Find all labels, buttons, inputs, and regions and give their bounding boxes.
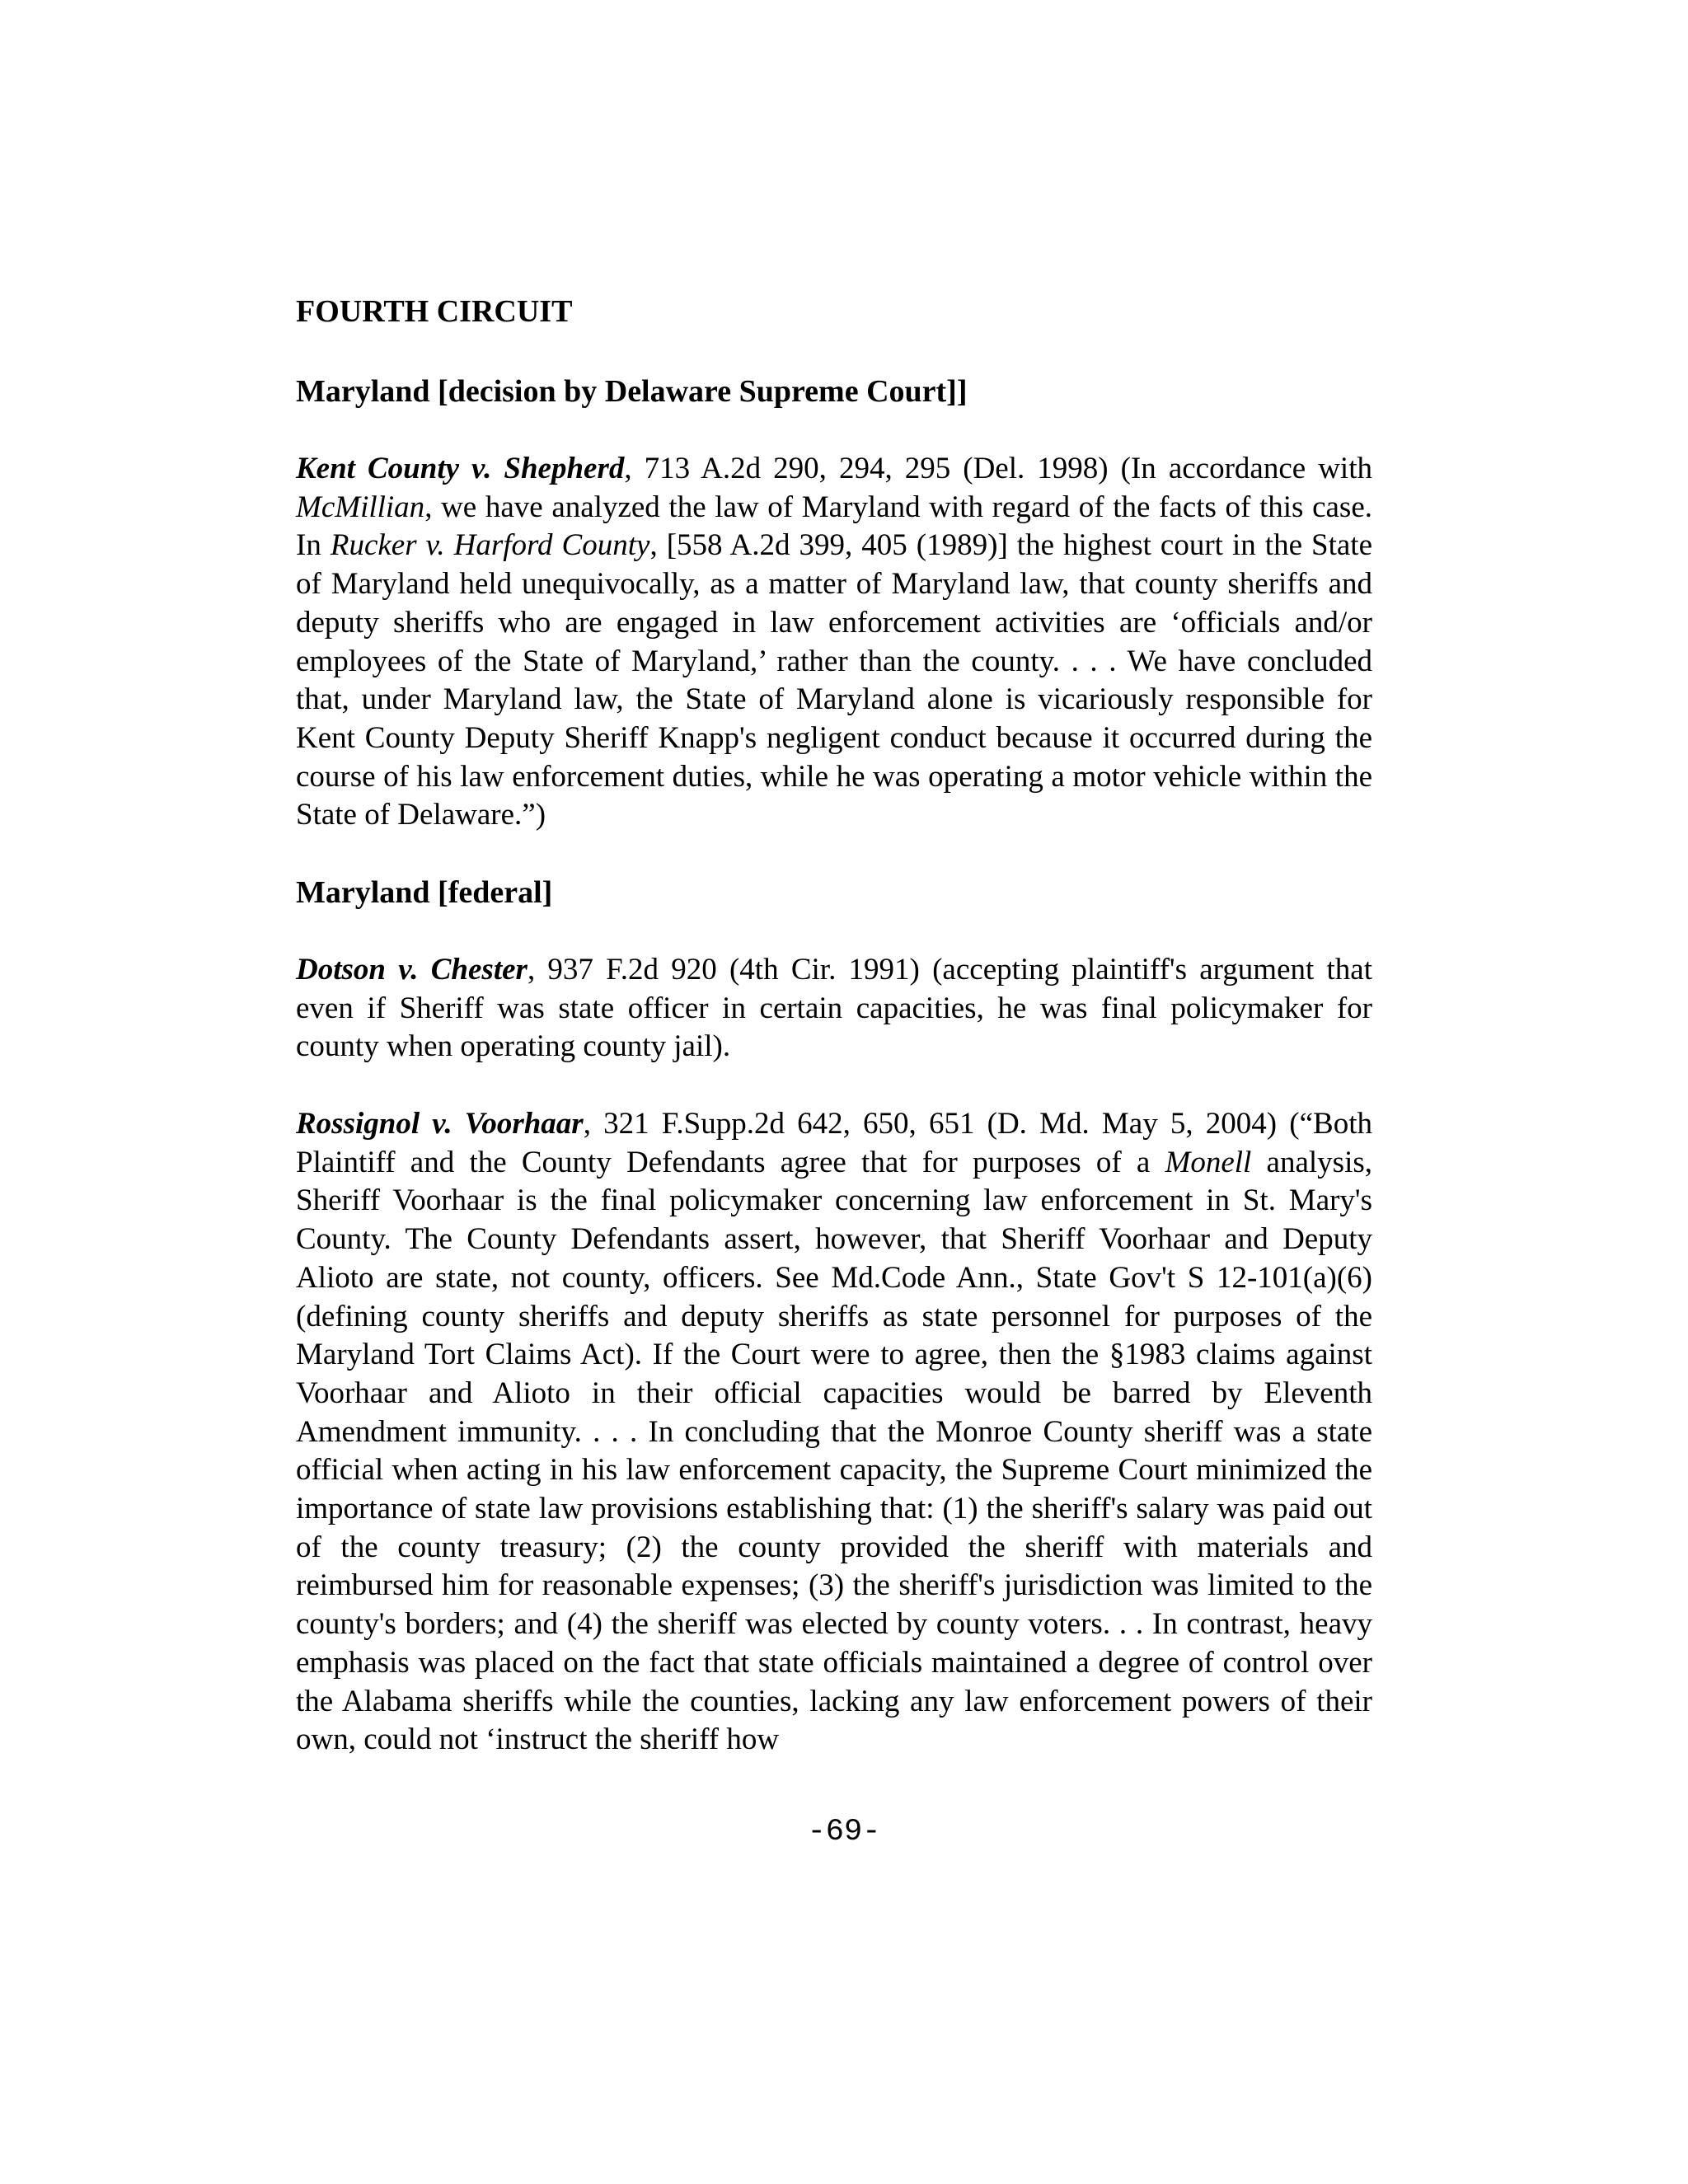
case-paragraph-kent-county	[296, 450, 1372, 835]
case-reference-rucker: Rucker v. Harford County	[330, 528, 650, 563]
case-name-dotson: Dotson v. Chester	[296, 953, 528, 987]
page-number: -69-	[807, 1815, 881, 1849]
case-name-rossignol: Rossignol v. Voorhaar	[296, 1107, 584, 1141]
case-paragraph-rossignol	[296, 1105, 1372, 1760]
section-heading-fourth-circuit: FOURTH CIRCUIT	[296, 294, 573, 329]
subheading-maryland-delaware: Maryland [decision by Delaware Supreme Court]]	[296, 374, 968, 409]
case-reference-mcmillian: McMillian	[296, 490, 425, 524]
case-reference-monell: Monell	[1165, 1145, 1252, 1179]
citation-text: , 713 A.2d 290, 294, 295 (Del. 1998) (In accordance with	[624, 452, 1372, 485]
citation-text: , we have analyzed the law of Maryland with regard of the facts of this case. In	[296, 490, 1372, 563]
subheading-maryland-federal: Maryland [federal]	[296, 875, 553, 910]
case-paragraph-dotson	[296, 951, 1372, 1066]
citation-text: , 937 F.2d 920 (4th Cir. 1991) (accepting plaintiff's argument that even if Sheriff was state officer in certain capacities, he was final policymaker for county when operating county jail).	[296, 953, 1372, 1064]
case-name-kent-county: Kent County v. Shepherd	[296, 452, 625, 485]
citation-text: , 321 F.Supp.2d 642, 650, 651 (D. Md. May 5, 2004) (“Both Plaintiff and the County Defendants agree that for purposes of a	[296, 1107, 1372, 1179]
citation-text: , [558 A.2d 399, 405 (1989)] the highest court in the State of Maryland held unequivocally, as a matter of Maryland law, that county sheriffs and deputy sheriffs who are engaged in law enforcement activities are ‘officials and/or employees of the State of Maryland,’ rather than the county. . . . We have concluded that, under Maryland law, the State of Maryland alone is vicariously responsible for Kent County Deputy Sheriff Knapp's negligent conduct because it occurred during the course of his law enforcement duties, while he was operating a motor vehicle within the State of Delaware.”)	[296, 528, 1372, 832]
citation-text: analysis, Sheriff Voorhaar is the final policymaker concerning law enforcement in St. Mary's County. The County Defendants assert, however, that Sheriff Voorhaar and Deputy Alioto are state, not county, officers. See Md.Code Ann., State Gov't S 12-101(a)(6) (defining county sheriffs and deputy sheriffs as state personnel for purposes of the Maryland Tort Claims Act). If the Court were to agree, then the §1983 claims against Voorhaar and Alioto in their official capacities would be barred by Eleventh Amendment immunity. . . . In concluding that the Monroe County sheriff was a state official when acting in his law enforcement capacity, the Supreme Court minimized the importance of state law provisions establishing that: (1) the sheriff's salary was paid out of the county treasury; (2) the county provided the sheriff with materials and reimbursed him for reasonable expenses; (3) the sheriff's jurisdiction was limited to the county's borders; and (4) the sheriff was elected by county voters. . . In contrast, heavy emphasis was placed on the fact that state officials maintained a degree of control over the Alabama sheriffs while the counties, lacking any law enforcement powers of their own, could not ‘instruct the sheriff how	[296, 1145, 1372, 1757]
